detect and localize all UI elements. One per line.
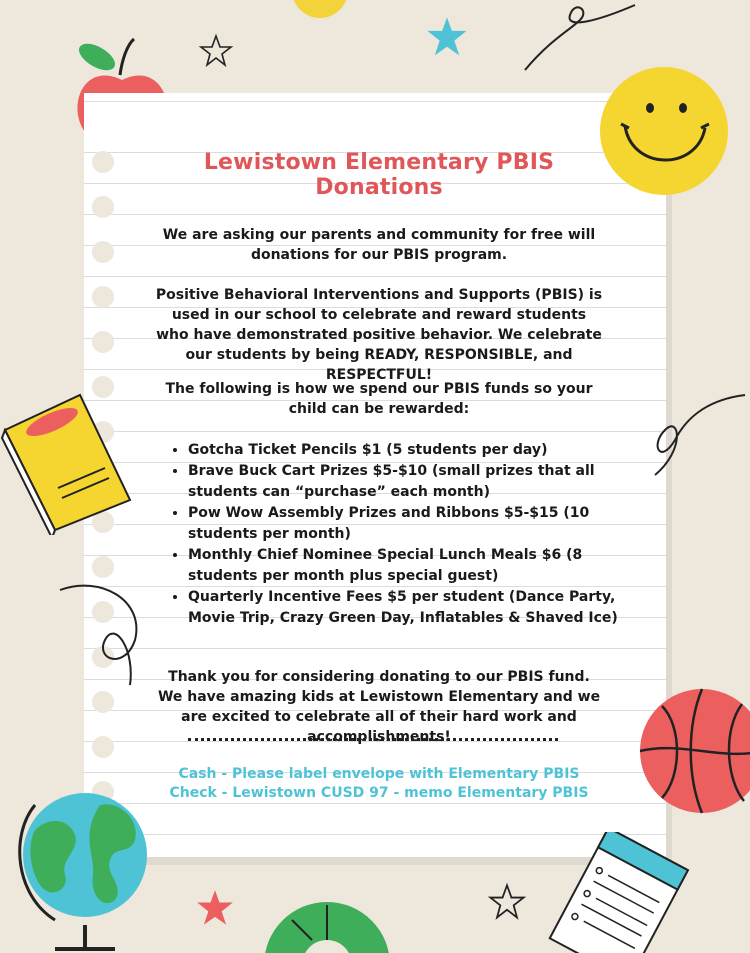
list-item: • Monthly Chief Nominee Special Lunch Meals $6 (8 students per month plus special guest) [188, 545, 628, 587]
about-paragraph: Positive Behavioral Interventions and Supports (PBIS) is used in our school to celebrate and reward students who have demonstrated positive behavior. We celebrate our students by being READY, RESPONSIBLE, and RESPECTFUL! [155, 287, 603, 383]
loop-line-icon [645, 390, 750, 480]
check-instruction: Check - Lewistown CUSD 97 - memo Elementary PBIS [169, 785, 589, 801]
thanks-paragraph: Thank you for considering donating to our PBIS fund. We have amazing kids at Lewistown Elementary and we are excited to celebrate all of their hard work and accomplishments! [157, 669, 601, 745]
swirl-line-icon [520, 0, 640, 75]
binder-hole [92, 736, 114, 758]
binder-hole [92, 196, 114, 218]
list-item: • Pow Wow Assembly Prizes and Ribbons $5-$15 (10 students per month) [188, 503, 628, 545]
binder-hole [92, 331, 114, 353]
notebook-paper [84, 93, 666, 857]
star-icon [195, 888, 235, 928]
sun-icon [285, 0, 355, 20]
binder-hole [92, 241, 114, 263]
spend-intro-paragraph: The following is how we spend our PBIS funds so your child can be rewarded: [165, 381, 593, 417]
star-outline-icon [487, 882, 527, 922]
list-item: • Quarterly Incentive Fees $5 per student (Dance Party, Movie Trip, Crazy Green Day, Inflatables & Shaved Ice) [188, 587, 628, 629]
dotted-divider [188, 738, 558, 741]
star-outline-icon [198, 33, 234, 69]
intro-paragraph: We are asking our parents and community for free will donations for our PBIS program. [162, 227, 596, 263]
binder-hole [92, 151, 114, 173]
binder-hole [92, 691, 114, 713]
smiley-face-icon [597, 66, 732, 196]
flyer-title: Lewistown Elementary PBIS Donations [203, 150, 555, 200]
book-icon [0, 390, 140, 535]
curl-line-icon [55, 580, 155, 690]
list-item: • Gotcha Ticket Pencils $1 (5 students per day) [188, 440, 628, 461]
cash-instruction: Cash - Please label envelope with Elementary PBIS [178, 766, 580, 782]
basketball-icon [632, 686, 750, 816]
globe-icon [15, 775, 165, 953]
binder-hole [92, 286, 114, 308]
star-icon [425, 15, 469, 59]
list-item: • Brave Buck Cart Prizes $5-$10 (small prizes that all students can “purchase” each month) [188, 461, 628, 503]
notepad-icon [545, 832, 695, 953]
protractor-icon [262, 895, 392, 953]
binder-hole [92, 556, 114, 578]
funds-list [164, 440, 628, 629]
